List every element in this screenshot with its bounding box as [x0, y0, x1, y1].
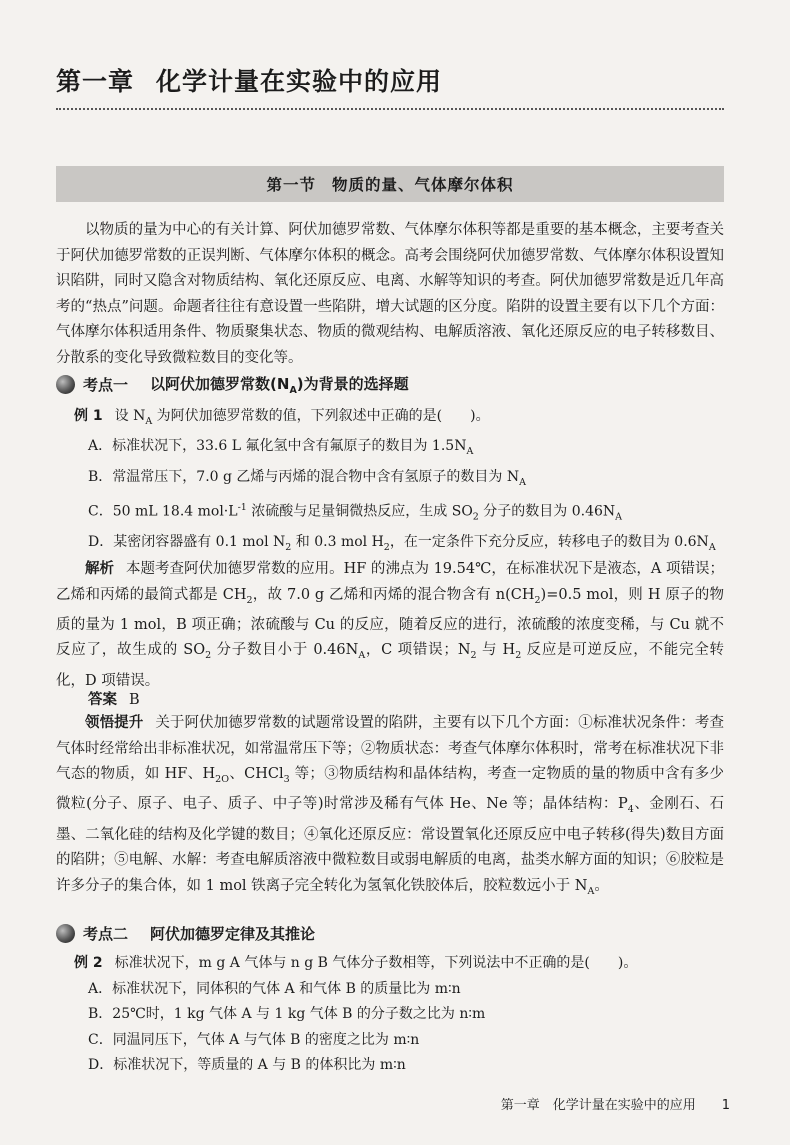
key-point-2-heading: [56, 920, 315, 946]
chapter-divider: [56, 108, 724, 110]
option-a: A．标准状况下，同体积的气体 A 和气体 B 的质量比为 m∶n: [88, 980, 461, 997]
answer-line: [88, 688, 140, 713]
bullet-icon: [56, 375, 75, 394]
analysis-paragraph: [56, 557, 724, 694]
example-1: [74, 404, 724, 560]
tips-label: 领悟提升: [85, 715, 144, 731]
option-a: A．标准状况下，33.6 L 氟化氢中含有氟原子的数目为 $1.5N_A$: [88, 438, 474, 458]
footer-chapter: 第一章 化学计量在实验中的应用: [500, 1098, 696, 1113]
example-label: 例 1: [74, 408, 103, 424]
option-d: D．标准状况下，等质量的 A 与 B 的体积比为 m∶n: [88, 1057, 406, 1073]
key-point-number: 考点一: [83, 375, 129, 394]
intro-paragraph: 以物质的量为中心的有关计算、阿伏加德罗常数、气体摩尔体积等都是重要的基本概念，主要考查关于阿伏加德罗常数的正误判断、气体摩尔体积的概念。高考会围绕阿伏加德罗常数、气体摩尔体积设置知识陷阱，同时又隐含对物质结构、氧化还原反应、电离、水解等知识的考查。阿伏加德罗常数是近几年高考的“热点”问题。命题者往往有意设置一些陷阱，增大试题的区分度。陷阱的设置主要有以下几个方面：气体摩尔体积适用条件、物质聚集状态、物质的微观结构、电解质溶液、氧化还原反应的电子转移数目、分散系的变化导致微粒数目的变化等。: [56, 222, 724, 366]
analysis-label: 解析: [85, 561, 115, 577]
example-question: 例 1 设 $N_A$ 为阿伏加德罗常数的值，下列叙述中正确的是( )。: [74, 408, 490, 427]
key-point-1-heading: [56, 371, 409, 397]
option-c: C．同温同压下，气体 A 与气体 B 的密度之比为 m∶n: [88, 1031, 420, 1048]
tips-paragraph: [56, 711, 724, 904]
section-name: 物质的量、气体摩尔体积: [332, 176, 514, 194]
page-number: 1: [721, 1098, 730, 1113]
answer-label: 答案: [88, 692, 117, 708]
example-2: [74, 951, 724, 1079]
chapter-number: 第一章: [56, 67, 135, 96]
option-b: B．25℃时，1 kg 气体 A 与 1 kg 气体 B 的分子数之比为 n∶m: [88, 1006, 486, 1022]
chapter-title: [56, 62, 442, 98]
bullet-icon: [56, 924, 75, 943]
section-number: 第一节: [266, 176, 316, 194]
option-c: C．50 mL 18.4 $mol\cdot L^{-1}$ 浓硫酸与足量铜微热反应，生成 $SO_2$ 分子的数目为 $0.46N_A$: [88, 501, 623, 523]
example-label: 例 2: [74, 955, 103, 971]
key-point-title: 阿伏加德罗定律及其推论: [150, 924, 316, 943]
chapter-name: 化学计量在实验中的应用: [156, 67, 443, 96]
answer-value: B: [129, 692, 140, 708]
example-question: 例 2 标准状况下，m g A 气体与 n g B 气体分子数相等，下列说法中不正确的是( )。: [74, 955, 638, 971]
analysis-text: 本题考查阿伏加德罗常数的应用。HF 的沸点为 19.54℃，在标准状况下是液态，A 项错误；乙烯和丙烯的最简式都是 $CH_2$，故 7.0 g 乙烯和丙烯的混合物含有 $n(CH_2)=0.5$ mol，则 H 原子的物质的量为 1 mol，B 项正确；浓硫酸与 Cu 的反应，随着反应的进行，浓硫酸的浓度变稀，与 Cu 就不反应了，故生成的 $SO_2$ 分子数目小于 $0.46N_A$，C 项错误；$N_2$ 与 $H_2$ 反应是可逆反应，不能完全转化，D 项错误。: [56, 561, 725, 689]
section-title-bar: [56, 166, 724, 202]
page-footer: [501, 1094, 730, 1113]
tips-text: 关于阿伏加德罗常数的试题常设置的陷阱，主要有以下几个方面：①标准状况条件：考查气体时经常给出非标准状况，如常温常压下等；②物质状态：考查气体摩尔体积时，常考在标准状况下非气态的物质，如 HF、$H_{2O}$、CHCl$_3$ 等；③物质结构和晶体结构，考查一定物质的量的物质中含有多少微粒(分子、原子、电子、质子、中子等)时常涉及稀有气体 He、Ne 等；晶体结构：$P_4$、金刚石、石墨、二氧化硅的结构及化学键的数目；④氧化还原反应：常设置氧化还原反应中电子转移(得失)数目方面的陷阱；⑤电解、水解：考查电解质溶液中微粒数目或弱电解质的电离，盐类水解方面的知识；⑥胶粒是许多分子的集合体，如 1 mol 铁离子完全转化为氢氧化铁胶体后，胶粒数远小于 $N_A$。: [56, 715, 725, 897]
key-point-title: 以阿伏加德罗常数$(N_A)$为背景的选择题: [150, 374, 409, 396]
key-point-number: 考点二: [83, 924, 129, 943]
option-b: B．常温常压下，7.0 g 乙烯与丙烯的混合物中含有氢原子的数目为 $N_A$: [88, 468, 526, 488]
option-d: D．某密闭容器盛有 0.1 mol $N_2$ 和 0.3 mol $H_2$，在一定条件下充分反应，转移电子的数目为 $0.6N_A$: [88, 533, 716, 553]
